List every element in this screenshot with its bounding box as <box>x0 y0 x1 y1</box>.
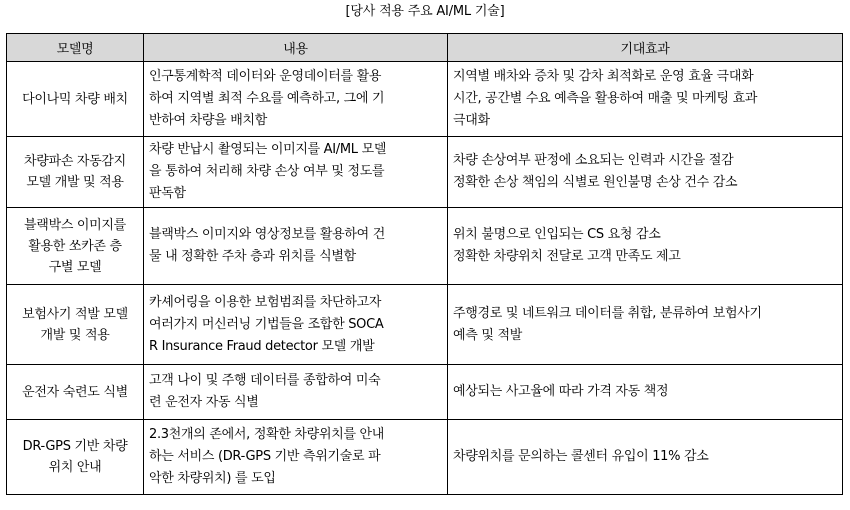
model-line: 활용한 쏘카존 층 <box>28 238 122 254</box>
content-line: 차량 반납시 촬영되는 이미지를 AI/ML 모델 <box>149 142 387 157</box>
effect-line: 예상되는 사고율에 따라 가격 자동 책정 <box>453 384 669 399</box>
cell-content <box>144 62 448 137</box>
cell-effect <box>448 208 843 285</box>
cell-effect <box>448 365 843 420</box>
effect-line: 극대화 <box>453 113 490 128</box>
content-line: 하는 서비스 (DR-GPS 기반 측위기술로 파 <box>149 449 381 464</box>
header-content: 내용 <box>144 34 448 62</box>
cell-model <box>7 62 144 137</box>
effect-line: 위치 불명으로 인입되는 CS 요청 감소 <box>453 227 661 242</box>
cell-effect <box>448 62 843 137</box>
content-line: 카셰어링을 이용한 보험범죄를 차단하고자 <box>149 294 382 310</box>
model-line: 블랙박스 이미지를 <box>24 217 126 233</box>
cell-model <box>7 365 144 420</box>
effect-line: 정확한 손상 책임의 식별로 원인불명 손상 건수 감소 <box>453 175 738 190</box>
cell-content <box>144 285 448 365</box>
cell-effect <box>448 137 843 208</box>
cell-content <box>144 420 448 495</box>
content-line: 을 통하여 처리해 차량 손상 여부 및 정도를 <box>149 164 385 179</box>
cell-effect <box>448 285 843 365</box>
cell-model <box>7 137 144 208</box>
table-caption: [당사 적용 주요 AI/ML 기술] <box>345 4 505 19</box>
effect-line: 차량위치를 문의하는 콜센터 유입이 11% 감소 <box>453 449 709 464</box>
effect-line: 주행경로 및 네트워크 데이터를 취합, 분류하여 보험사기 <box>453 305 762 321</box>
cell-model <box>7 285 144 365</box>
effect-line: 정확한 차량위치 전달로 고객 만족도 제고 <box>453 249 681 264</box>
model-line: 위치 안내 <box>48 460 102 475</box>
model-line: 개발 및 적용 <box>40 327 110 343</box>
model-line: 보험사기 적발 모델 <box>22 306 128 322</box>
model-line: 차량파손 자동감지 <box>24 154 126 169</box>
content-line: 물 내 정확한 주차 층과 위치를 식별함 <box>149 249 356 264</box>
model-line: 다이나믹 차량 배치 <box>22 91 128 107</box>
table-row <box>7 137 843 208</box>
cell-content <box>144 137 448 208</box>
content-line: 인구통계학적 데이터와 운영데이터를 활용 <box>149 69 382 84</box>
header-model: 모델명 <box>7 34 144 62</box>
effect-line: 지역별 배차와 증차 및 감차 최적화로 운영 효율 극대화 <box>453 69 754 84</box>
table-row <box>7 420 843 495</box>
cell-model <box>7 420 144 495</box>
content-line: 고객 나이 및 주행 데이터를 종합하여 미숙 <box>149 373 381 388</box>
model-line: 운전자 숙련도 식별 <box>22 384 128 400</box>
model-line: 모델 개발 및 적용 <box>26 175 124 190</box>
table-row <box>7 208 843 285</box>
cell-content <box>144 365 448 420</box>
content-line: 하여 지역별 최적 수요를 예측하고, 그에 기 <box>149 91 385 106</box>
content-line: 련 운전자 자동 식별 <box>149 395 259 410</box>
content-line: 반하여 차량을 배치함 <box>149 113 267 128</box>
effect-line: 차량 손상여부 판정에 소요되는 인력과 시간을 절감 <box>453 153 734 168</box>
header-effect: 기대효과 <box>448 34 843 62</box>
table-row <box>7 62 843 137</box>
cell-content <box>144 208 448 285</box>
model-line: DR-GPS 기반 차량 <box>22 439 128 454</box>
table-row <box>7 285 843 365</box>
effect-line: 예측 및 적발 <box>453 327 522 343</box>
cell-model <box>7 208 144 285</box>
table-row <box>7 365 843 420</box>
content-line: 여러가지 머신러닝 기법들을 조합한 SOCA <box>149 316 384 332</box>
content-line: 2.3천개의 존에서, 정확한 차량위치를 안내 <box>149 427 385 442</box>
content-line: R Insurance Fraud detector 모델 개발 <box>149 338 375 354</box>
content-line: 악한 차량위치) 를 도입 <box>149 471 276 486</box>
table-header-row <box>7 34 843 62</box>
content-line: 블랙박스 이미지와 영상정보를 활용하여 건 <box>149 227 385 242</box>
model-line: 구별 모델 <box>48 259 102 275</box>
content-line: 판독함 <box>149 186 186 201</box>
cell-effect <box>448 420 843 495</box>
ai-ml-technology-table <box>6 33 843 495</box>
effect-line: 시간, 공간별 수요 예측을 활용하여 매출 및 마케팅 효과 <box>453 91 758 106</box>
